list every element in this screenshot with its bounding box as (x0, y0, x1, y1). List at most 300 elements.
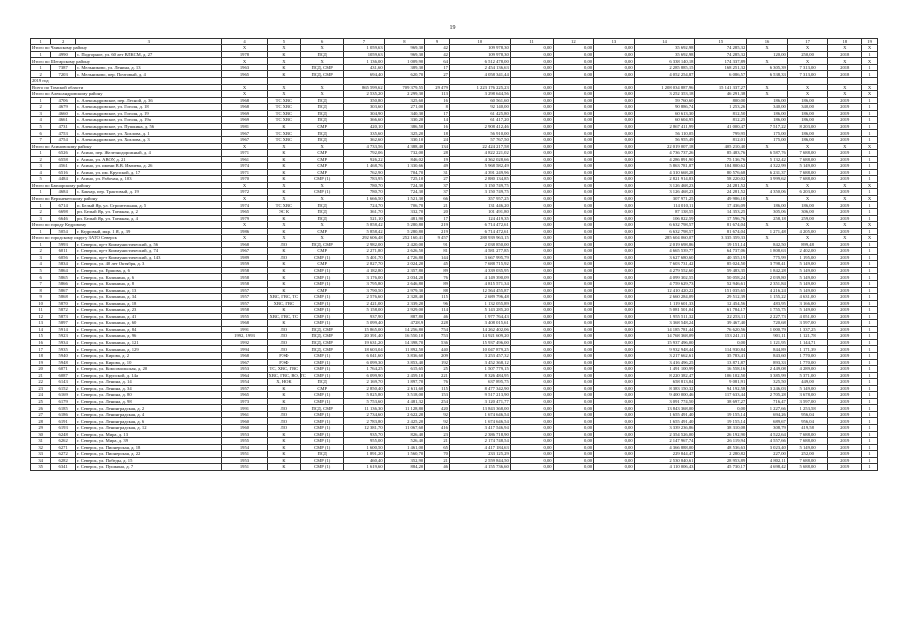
table-cell: 6 305,39 (747, 64, 788, 71)
table-cell: 0,00 (553, 431, 594, 438)
table-cell: 2 783,80 (344, 418, 385, 425)
table-cell: X (862, 182, 878, 189)
table-cell: 0,00 (594, 307, 635, 314)
table-cell: 24 281,52 (695, 182, 747, 189)
table-cell: 6 086,57 (695, 71, 747, 78)
table-cell: К (267, 287, 301, 294)
table-cell: 29 512,39 (695, 294, 747, 301)
table-cell: 186,00 (747, 97, 788, 104)
table-cell: 31 (425, 169, 450, 176)
table-cell: 6 338 140,18 (634, 58, 695, 65)
table-cell: 5872 (51, 307, 76, 314)
table-cell: 14 353,25 (695, 208, 747, 215)
table-cell: 6 632 798,57 (634, 228, 695, 235)
table-cell: СМР (1) (301, 425, 344, 432)
table-cell: 1 560,70 (384, 451, 425, 458)
table-cell: 0,00 (594, 215, 635, 222)
table-cell: СМР (1) (301, 372, 344, 379)
table-cell: 1 655 491,40 (634, 418, 695, 425)
table-cell: 29 (31, 425, 51, 432)
address-cell: г. Северск, ул. Калинина, д. 18 (76, 300, 222, 307)
table-cell: 14 768 368,09 (634, 333, 695, 340)
table-cell: 19 (425, 156, 450, 163)
table-cell: 386,50 (384, 123, 425, 130)
table-cell: 5867 (51, 287, 76, 294)
table-cell: 4 155 736,60 (449, 464, 510, 471)
table-cell: 0,00 (510, 71, 553, 78)
address-cell: г. Северск, ул. Калинина, д. 23 (76, 307, 222, 314)
table-cell: 2019 (828, 339, 862, 346)
table-cell: 2019 (828, 326, 862, 333)
table-cell: 5993 (51, 241, 76, 248)
table-cell: 481,90 (384, 215, 425, 222)
table-cell: 0,00 (594, 425, 635, 432)
table-cell: 22 019 007,18 (634, 143, 695, 150)
table-cell: 35 692,98 (634, 45, 695, 52)
table-cell: 292 606,48 (344, 235, 385, 242)
table-cell: X (267, 143, 301, 150)
table-cell: 9 932 948,44 (634, 346, 695, 353)
table-cell: 4 366 888,00 (634, 444, 695, 451)
table-cell: 90 886,74 (634, 104, 695, 111)
table-cell: 2019 (828, 97, 862, 104)
table-cell: ТС, ХВС, ГВС (267, 366, 301, 373)
table-cell: 109 978,30 (449, 51, 510, 58)
table-cell: 1 897,70 (384, 379, 425, 386)
table-cell: 1 121,95 (747, 339, 788, 346)
table-cell: 2019 (828, 169, 862, 176)
table-cell: 2019 (828, 228, 862, 235)
table-cell: 1 (862, 300, 878, 307)
table-cell: 15 937 496,00 (634, 339, 695, 346)
table-cell: 1 (862, 176, 878, 183)
table-cell: 0,00 (510, 425, 553, 432)
table-cell: 174 337,89 (695, 58, 747, 65)
table-cell: 937,90 (344, 313, 385, 320)
table-cell: 0,00 (553, 163, 594, 170)
table-cell: 76 620,56 (695, 326, 747, 333)
table-cell: 926,22 (344, 156, 385, 163)
table-cell: СМР (301, 228, 344, 235)
table-cell: 2018 (828, 71, 862, 78)
table-cell: 114 010,11 (634, 202, 695, 209)
table-cell: 25 (425, 366, 450, 373)
table-cell: 0,00 (594, 366, 635, 373)
table-cell: 19 155,14 (695, 411, 747, 418)
table-cell: ХВС, ГВС (267, 300, 301, 307)
table-cell: 0,00 (510, 353, 553, 360)
table-cell: 2 402,00 (787, 248, 828, 255)
table-cell: 0,00 (510, 405, 553, 412)
table-cell: 5864 (51, 267, 76, 274)
table-cell: 1961 (222, 156, 267, 163)
address-cell: г. Северск, ул. Ленина, д. 80 (76, 392, 222, 399)
table-cell: 4 631,00 (787, 294, 828, 301)
table-cell: 0,00 (510, 313, 553, 320)
table-cell: 2019 (828, 379, 862, 386)
table-cell: 175,00 (747, 130, 788, 137)
table-cell: 41 000,47 (695, 123, 747, 130)
table-cell: 186,00 (787, 110, 828, 117)
table-cell: 2 850,40 (344, 385, 385, 392)
column-number-13: 13 (594, 39, 635, 45)
table-cell: 5 099,40 (344, 320, 385, 327)
table-cell: ПСД, СМР (301, 333, 344, 340)
table-cell: 0,00 (510, 385, 553, 392)
table-cell: 6185 (51, 405, 76, 412)
table-cell: 0,00 (553, 248, 594, 255)
table-cell: ПСД (301, 110, 344, 117)
table-cell: 0,00 (594, 333, 635, 340)
table-cell: 61 425,80 (449, 110, 510, 117)
table-cell: 120,00 (747, 51, 788, 58)
table-cell: 2 705,28 (747, 392, 788, 399)
table-cell: 0,00 (553, 392, 594, 399)
table-cell: 4 388,40 (384, 143, 425, 150)
table-cell: 1 009,90 (384, 58, 425, 65)
table-cell: 153 (425, 392, 450, 399)
table-cell: 366,60 (344, 117, 385, 124)
table-cell: 1 (862, 464, 878, 471)
table-cell: 3 795,80 (344, 280, 385, 287)
table-cell: 2 821 914,83 (634, 176, 695, 183)
table-cell: 13 843 368,00 (634, 405, 695, 412)
table-cell: 4 286 891,90 (634, 156, 695, 163)
table-cell: 1 600,50 (344, 444, 385, 451)
table-cell: 4 052 254,87 (634, 71, 695, 78)
table-cell: X (787, 84, 828, 91)
table-cell: 800,00 (695, 97, 747, 104)
table-cell: СМР (1) (301, 313, 344, 320)
table-cell: 3 790,50 (344, 287, 385, 294)
table-cell: 9 457 (425, 235, 450, 242)
table-cell: 0,00 (594, 418, 635, 425)
table-cell: К (267, 444, 301, 451)
table-cell: 1 (31, 97, 51, 104)
table-cell: 9 400 000,46 (634, 392, 695, 399)
table-cell: 0,00 (553, 346, 594, 353)
table-cell: 28 953,89 (695, 457, 747, 464)
table-cell: 4660 (51, 110, 76, 117)
table-cell: 1958 (222, 267, 267, 274)
table-cell: 11 (31, 307, 51, 314)
table-cell: 2019 (828, 359, 862, 366)
table-cell: 846,02 (384, 156, 425, 163)
table-cell: 1059,63 (344, 51, 385, 58)
table-cell: 2 734,60 (344, 411, 385, 418)
table-cell: 4 099 302,55 (634, 274, 695, 281)
table-cell: 1 655 491,40 (634, 411, 695, 418)
table-cell: 1 (862, 379, 878, 386)
table-cell: 271,00 (384, 104, 425, 111)
table-cell: X (862, 143, 878, 150)
address-cell: рп. Белый Яр, ул. Таежная, д. 4 (76, 215, 222, 222)
table-cell: 0,00 (594, 451, 635, 458)
table-cell: 7 (31, 136, 51, 143)
table-cell: 335,60 (344, 130, 385, 137)
table-cell: 3 385,99 (747, 372, 788, 379)
table-cell: СМР (301, 150, 344, 157)
table-cell: 2019 (828, 274, 862, 281)
table-cell: 6282 (51, 457, 76, 464)
table-cell: 0,00 (594, 287, 635, 294)
table-cell: 615,65 (384, 366, 425, 373)
table-cell: 2019 (828, 313, 862, 320)
table-cell: X (787, 235, 828, 242)
table-cell: 0,00 (594, 392, 635, 399)
address-cell: с. Мельниково, пер. Почтовый, д. 4 (76, 71, 222, 78)
table-cell: К (267, 228, 301, 235)
table-cell: 37 (425, 189, 450, 196)
table-cell: ЭС К (267, 208, 301, 215)
table-cell: 6169 (51, 392, 76, 399)
table-cell: X (267, 222, 301, 229)
table-cell: 4 205,00 (787, 228, 828, 235)
table-cell: 1 132 055,89 (449, 300, 510, 307)
table-cell: ЛО (267, 333, 301, 340)
table-cell: X (222, 91, 267, 98)
table-cell: 0,00 (553, 71, 594, 78)
table-cell: 0,00 (510, 64, 553, 71)
table-cell: 1 (862, 346, 878, 353)
table-cell: 3 853,40 (384, 359, 425, 366)
table-cell: 27 (31, 411, 51, 418)
table-cell: ПСД (301, 215, 344, 222)
table-cell: ПСД (301, 117, 344, 124)
table-cell: К (267, 163, 301, 170)
address-cell: г. Асино, пер. Железнодорожный, д. 4 (76, 150, 222, 157)
address-cell: г. Асино, ул. имени В.В. Ивачева, д. 26 (76, 163, 222, 170)
table-cell: 0,00 (594, 359, 635, 366)
table-cell: 0,00 (553, 117, 594, 124)
table-cell: 2 559 844,50 (449, 457, 510, 464)
table-cell: 7387 (51, 64, 76, 71)
table-cell: 340,00 (747, 104, 788, 111)
table-cell: 28 (31, 418, 51, 425)
table-cell: 709 379,55 (384, 84, 425, 91)
table-cell: 4 (31, 261, 51, 268)
table-cell: 2019 (828, 398, 862, 405)
table-cell: 3 417 546,94 (449, 425, 510, 432)
table-cell: 1992 (222, 339, 267, 346)
table-cell: 1 (31, 241, 51, 248)
address-cell: г. Асино, ул. Рабочая, д. 103 (76, 176, 222, 183)
table-cell: 14 (425, 117, 450, 124)
table-cell: X (301, 91, 344, 98)
table-cell: 2 039,80 (747, 274, 788, 281)
table-cell: 0,00 (594, 235, 635, 242)
table-cell: 5 (31, 123, 51, 130)
table-cell: 5934 (51, 339, 76, 346)
table-cell: ХВС, ГВС, ВО, ТС (268, 372, 306, 378)
table-cell: 2 867 411,99 (634, 123, 695, 130)
table-cell: 0,00 (510, 248, 553, 255)
table-cell: X (747, 235, 788, 242)
table-cell: X (787, 91, 828, 98)
table-cell: 4 733,56 (344, 143, 385, 150)
table-cell: 1 (862, 372, 878, 379)
table-cell: 25 (31, 398, 51, 405)
table-cell: СМР (1) (301, 392, 344, 399)
table-cell: 2019 (828, 300, 862, 307)
address-cell: г. Северск, пр-т Коммунистический, д. 56 (76, 241, 222, 248)
table-cell: X (267, 91, 301, 98)
table-cell: 887,80 (384, 313, 425, 320)
table-cell: 1 (862, 418, 878, 425)
table-cell: 259,00 (787, 215, 828, 222)
table-cell: 0,00 (510, 267, 553, 274)
table-cell: 0,00 (695, 405, 747, 412)
table-cell: 0,00 (510, 366, 553, 373)
address-cell: с. Бакчар, пер. Трактовый, д. 19 (76, 189, 222, 196)
table-cell: 89 (425, 267, 450, 274)
table-cell: 1 (862, 366, 878, 373)
table-cell: ЛО (267, 326, 301, 333)
table-cell: 5 149,00 (787, 163, 828, 170)
table-cell: ПСД (301, 51, 344, 58)
table-cell: К (267, 261, 301, 268)
table-cell: 416 (425, 425, 450, 432)
table-cell: 117 633,44 (695, 392, 747, 399)
table-cell: 1 (862, 425, 878, 432)
table-cell: 0,00 (510, 379, 553, 386)
column-number-19: 19 (862, 39, 878, 45)
register-table (30, 38, 878, 471)
table-cell: 75 136,76 (695, 156, 747, 163)
table-cell: 1 (862, 333, 878, 340)
table-cell: 1974 (222, 163, 267, 170)
table-cell: 0,00 (510, 287, 553, 294)
table-cell: К (267, 438, 301, 445)
table-cell: 18 (425, 130, 450, 137)
table-cell: 30 (31, 431, 51, 438)
table-cell: 1 (862, 457, 878, 464)
table-cell: 969,30 (384, 51, 425, 58)
table-cell: 0,00 (553, 110, 594, 117)
table-cell: 91 (425, 241, 450, 248)
table-cell: 258,18 (747, 215, 788, 222)
table-cell: 20 391,40 (344, 333, 385, 340)
table-cell: 0,00 (510, 228, 553, 235)
table-cell: 1960 (222, 418, 267, 425)
table-cell: 4728,9 (384, 320, 425, 327)
table-cell: 6087 (51, 372, 76, 379)
table-cell: 3 (31, 110, 51, 117)
table-cell: К (267, 320, 301, 327)
table-cell: СМР (1) (301, 464, 344, 471)
table-cell: 0,00 (510, 222, 553, 229)
table-cell: 1 (31, 51, 51, 58)
table-cell: 0,00 (594, 84, 635, 91)
table-cell: СМР (1) (301, 444, 344, 451)
column-number-9: 9 (425, 39, 450, 45)
table-cell: X (267, 195, 301, 202)
table-cell: 0,00 (594, 241, 635, 248)
table-cell: 1970 (222, 176, 267, 183)
table-cell: X (222, 84, 267, 91)
address-cell: г. Северск, ул. Пионерская, д. 18 (76, 444, 222, 451)
table-cell: 1 223 176 225,23 (449, 84, 510, 91)
table-cell: 2 420,00 (384, 241, 425, 248)
table-cell: СМР (1) (301, 307, 344, 314)
table-cell: 7 688,00 (787, 431, 828, 438)
table-cell: ПСД (301, 208, 344, 215)
table-cell: 0,00 (553, 150, 594, 157)
table-cell: 521,10 (344, 215, 385, 222)
table-cell: ЛО (267, 241, 301, 248)
address-cell: г. Северск, ул. Калинина, д. 84 (76, 326, 222, 333)
table-cell: 229 844,47 (634, 451, 695, 458)
table-cell: 4706 (51, 97, 76, 104)
table-cell: 56 110,05 (634, 130, 695, 137)
table-cell: 66 (425, 195, 450, 202)
table-cell: СМР (1) (301, 294, 344, 301)
table-cell: 935,70 (344, 431, 385, 438)
table-cell: 1 (862, 64, 878, 71)
table-cell: 0,00 (553, 359, 594, 366)
table-cell: 3 667 995,79 (449, 254, 510, 261)
table-cell: 109 978,30 (449, 45, 510, 52)
column-number-6: 6 (301, 39, 344, 45)
address-cell: г. Северск, ул. Калинина, д. 96 (76, 333, 222, 340)
table-cell: 0,00 (594, 104, 635, 111)
table-cell: 5 149,00 (787, 267, 828, 274)
table-cell: 23 (31, 385, 51, 392)
table-cell: 4679 (51, 104, 76, 111)
table-cell: 449,00 (787, 379, 828, 386)
table-cell: 2 169,70 (344, 379, 385, 386)
table-cell: X (301, 182, 344, 189)
table-cell: 0,00 (553, 261, 594, 268)
table-cell: 17 (425, 215, 450, 222)
column-number-17: 17 (787, 39, 828, 45)
table-cell: 35 692,98 (634, 51, 695, 58)
column-number-14: 14 (634, 39, 695, 45)
table-cell: 12 (31, 313, 51, 320)
table-cell: X (301, 235, 344, 242)
table-cell: 0,00 (594, 64, 635, 71)
table-cell: 2018 (828, 64, 862, 71)
table-cell: 0,00 (594, 117, 635, 124)
table-cell: 0,00 (553, 130, 594, 137)
table-cell: 115 (425, 385, 450, 392)
table-cell: 0,00 (553, 307, 594, 314)
table-cell: СМР (1) (301, 300, 344, 307)
table-cell: 0,00 (594, 208, 635, 215)
table-cell: 4484 (51, 176, 76, 183)
table-cell: 2019 (828, 444, 862, 451)
table-cell: X (828, 91, 862, 98)
table-cell: 2 611,60 (384, 385, 425, 392)
table-cell: ТС ХВС (267, 136, 301, 143)
table-cell: 1965 (222, 392, 267, 399)
table-cell: 186,00 (787, 202, 828, 209)
table-cell: ТС ХВС (267, 117, 301, 124)
table-cell: 0,00 (594, 182, 635, 189)
table-cell: 144 (425, 254, 450, 261)
table-cell: 4 (31, 169, 51, 176)
table-cell: 42 (425, 45, 450, 52)
table-cell: 5 753,60 (344, 398, 385, 405)
table-cell: 1 (862, 215, 878, 222)
table-cell: 1974 (222, 202, 267, 209)
table-cell: 4 665 539,77 (634, 248, 695, 255)
table-cell: 1991 (222, 326, 267, 333)
table-cell: 0,00 (553, 438, 594, 445)
column-number-4: 4 (222, 39, 267, 45)
table-cell: 151 035,65 (695, 287, 747, 294)
table-cell: ЛО (267, 346, 301, 353)
